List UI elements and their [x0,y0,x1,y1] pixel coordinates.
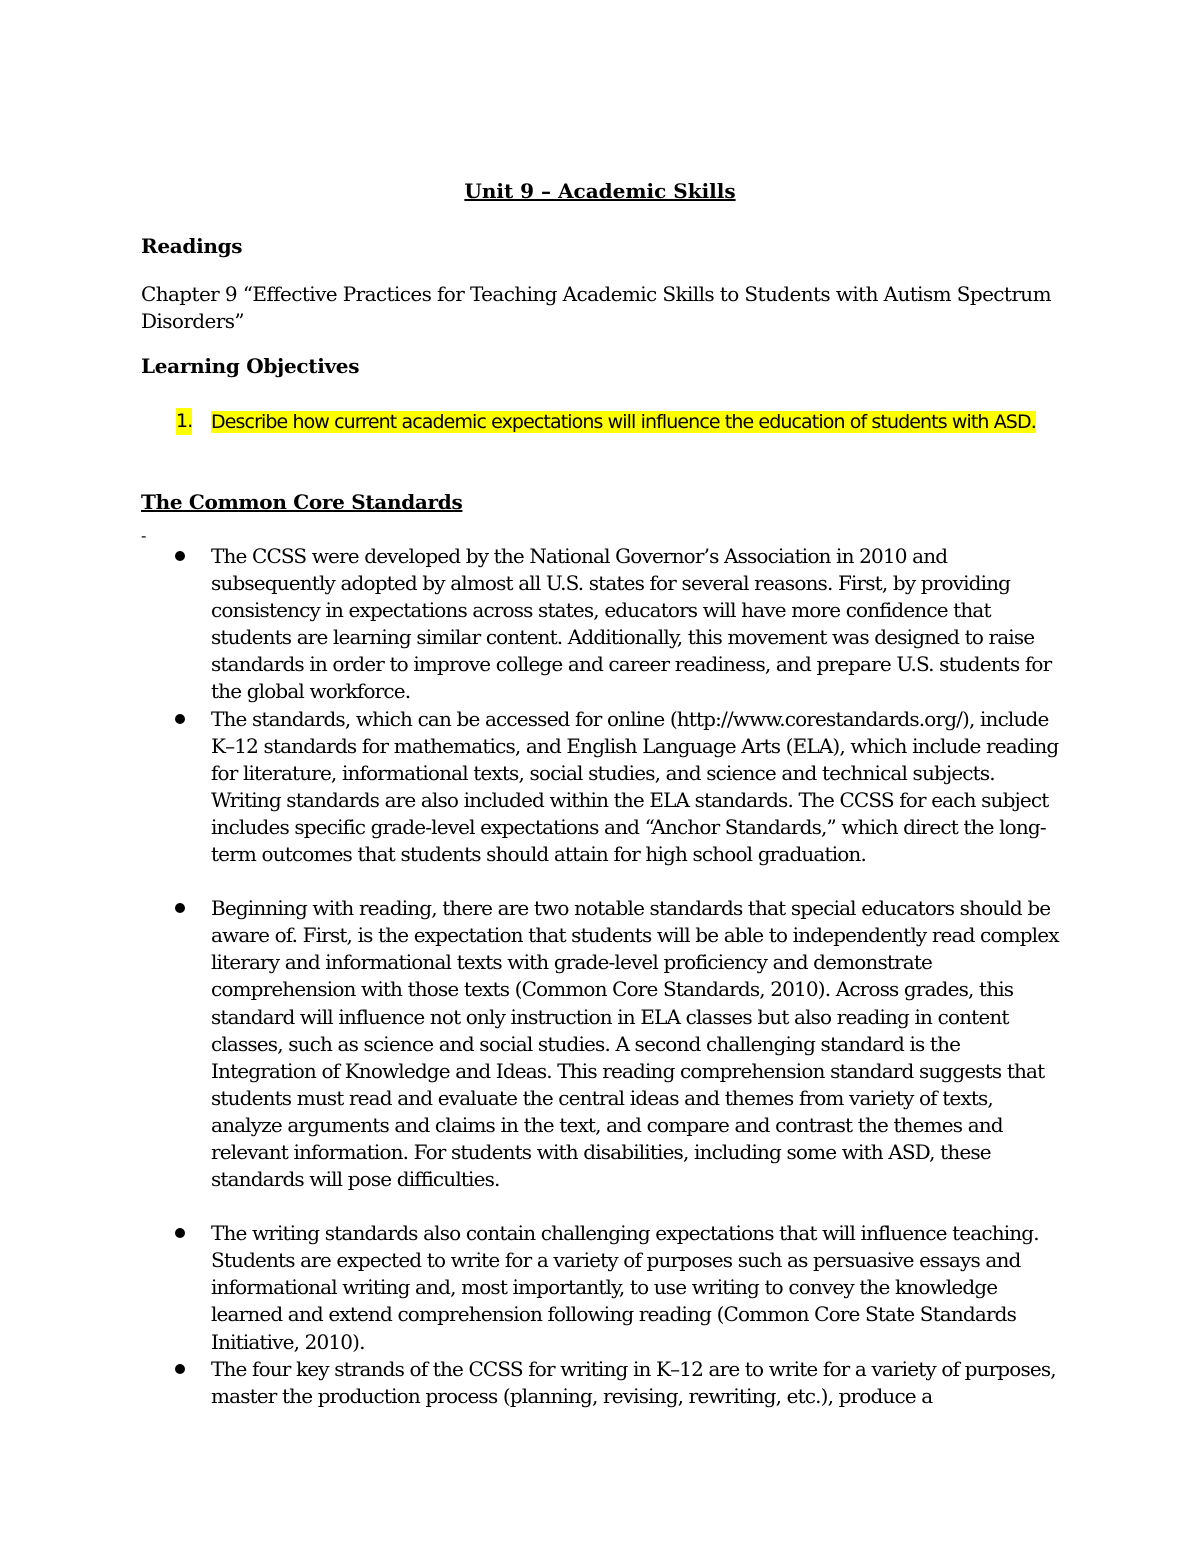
bullet-text: The standards, which can be accessed for online (http://www.corestandards.org/), include K–12 standards for mathematics, and English Language Arts (ELA), which include reading for literature, informational texts, social studies, and science and technical subjects. Writing standards are also included within the ELA standards. The CCSS for each subject includes specific grade-level expectations and “Anchor Standards,” which direct the long-term outcomes that students should attain for high school graduation. [211,706,1059,867]
bullet-item [141,1220,1066,1355]
bullet-icon [175,1364,185,1374]
section-marker: - [141,526,147,545]
document-title: Unit 9 – Academic Skills [464,179,736,203]
learning-objectives-list [141,408,1071,436]
bullet-icon [175,551,185,561]
bullet-text: The four key strands of the CCSS for writing in K–12 are to write for a variety of purposes, master the production process (planning, revising, rewriting, etc.), produce a [211,1356,1056,1408]
objective-item [141,408,1071,436]
bullet-text: Beginning with reading, there are two notable standards that special educators should be aware of. First, is the expectation that students will be able to independently read complex literary and informational texts with grade-level proficiency and demonstrate comprehension with those texts (Common Core Standards, 2010). Across grades, this standard will influence not only instruction in ELA classes but also reading in content classes, such as science and social studies. A second challenging standard is the Integration of Knowledge and Ideas. This reading comprehension standard suggests that students must read and evaluate the central ideas and themes from variety of texts, analyze arguments and claims in the text, and compare and contrast the themes and relevant information. For students with disabilities, including some with ASD, these standards will pose difficulties. [211,896,1059,1192]
bullet-item [141,543,1066,706]
common-core-heading: The Common Core Standards [141,490,463,514]
objective-text: Describe how current academic expectations will influence the education of students with ASD. [211,411,1036,433]
bullet-icon [175,1228,185,1238]
bullet-text: The writing standards also contain challenging expectations that will influence teaching. Students are expected to write for a variety of purposes such as persuasive essays and informational writing and, most importantly, to use writing to convey the knowledge learned and extend comprehension following reading (Common Core State Standards Initiative, 2010). [211,1221,1039,1354]
bullet-icon [175,903,185,913]
bullet-item [141,706,1066,869]
bullet-text: The CCSS were developed by the National Governor’s Association in 2010 and subsequently adopted by almost all U.S. states for several reasons. First, by providing consistency in expectations across states, educators will have more confidence that students are learning similar content. Additionally, this movement was designed to raise standards in order to improve college and career readiness, and prepare U.S. students for the global workforce. [211,544,1052,704]
common-core-bullet-list [141,543,1066,1410]
learning-objectives-heading: Learning Objectives [141,354,360,378]
readings-heading: Readings [141,234,243,258]
readings-text: Chapter 9 “Effective Practices for Teaching Academic Skills to Students with Autism Spectrum Disorders” [141,282,1051,333]
bullet-icon [175,714,185,724]
bullet-item [141,895,1066,1193]
bullet-item [141,1356,1066,1410]
objective-number: 1. [176,408,192,435]
